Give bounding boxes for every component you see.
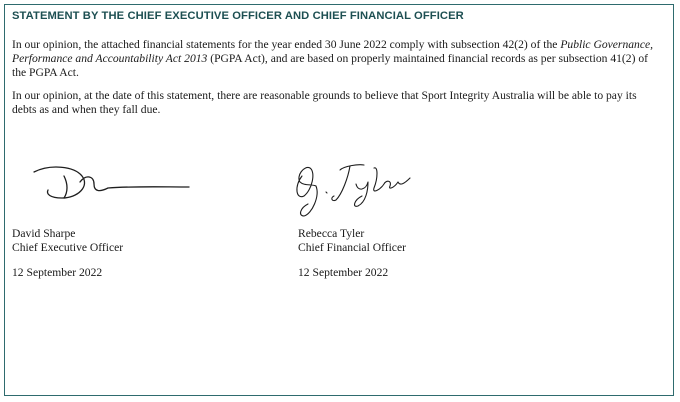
opinion-paragraph-solvency: In our opinion, at the date of this statement, there are reasonable grounds to believe that Sport Integrity Australia will be able to pay its debts as and when they fall due. <box>12 89 637 116</box>
signatory-cfo <box>298 227 406 255</box>
cfo-signature-image <box>286 156 416 222</box>
signatory-title: Chief Executive Officer <box>12 241 124 254</box>
paragraph1-text-start: In our opinion, the attached financial statements for the year ended 30 June 2022 comply with subsection 42(2) of the <box>12 38 561 51</box>
opinion-paragraph-financial-statements <box>12 38 662 80</box>
signatory-title: Chief Financial Officer <box>298 241 406 254</box>
ceo-signature-image <box>24 152 194 208</box>
statement-heading: STATEMENT BY THE CHIEF EXECUTIVE OFFICER AND CHIEF FINANCIAL OFFICER <box>12 10 464 22</box>
signatory-name: David Sharpe <box>12 227 76 240</box>
signature-date: 12 September 2022 <box>298 266 389 279</box>
act-title: Public Governance, Performance and Accountability Act 2013 <box>12 38 654 65</box>
paragraph1-text-end: (PGPA Act), and are based on properly maintained financial records as per subsection 41(2) of the PGPA Act. <box>12 52 648 79</box>
signatory-ceo <box>12 227 123 255</box>
signatory-name: Rebecca Tyler <box>298 227 365 240</box>
signature-date: 12 September 2022 <box>12 266 103 279</box>
